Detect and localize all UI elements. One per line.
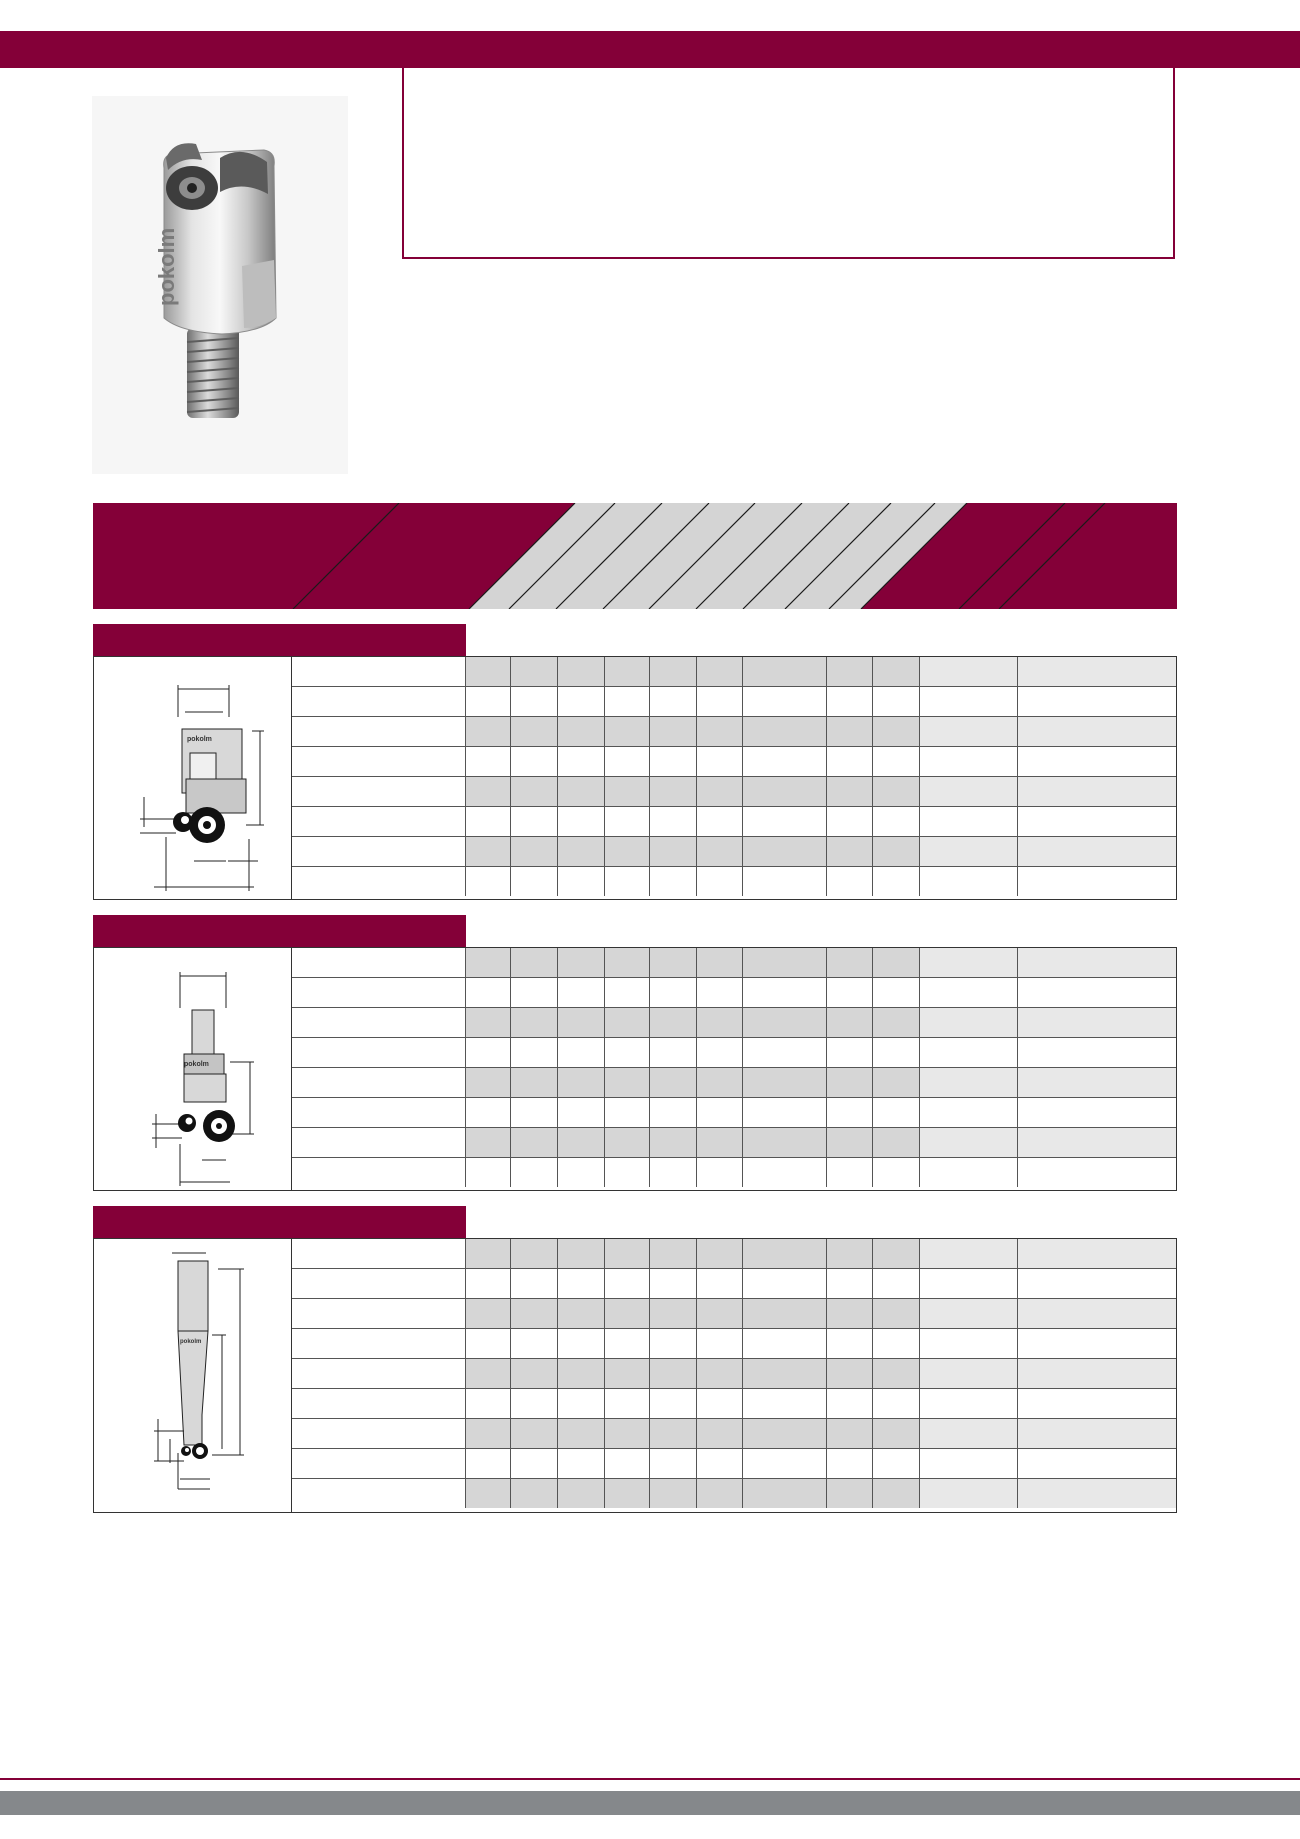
info-box [402, 68, 1175, 259]
table-row [292, 1479, 1176, 1509]
technical-drawing-2 [94, 948, 292, 1190]
table-row [292, 1098, 1176, 1128]
table-row [292, 1158, 1176, 1188]
product-photo [92, 96, 348, 474]
drawing-logo-2: pokolm [184, 1061, 209, 1068]
table-row [292, 1128, 1176, 1158]
table-row [292, 948, 1176, 978]
table-row [292, 1329, 1176, 1359]
top-brand-bar [0, 31, 1300, 68]
drawing-logo-3: pokolm [180, 1339, 202, 1345]
section-body-1 [93, 656, 1177, 900]
table-row [292, 1449, 1176, 1479]
milling-cutter-image [92, 96, 348, 474]
table-row [292, 717, 1176, 747]
table-row [292, 777, 1176, 807]
table-row [292, 1419, 1176, 1449]
table-row [292, 837, 1176, 867]
footer-rule [0, 1778, 1300, 1780]
table-row [292, 1239, 1176, 1269]
data-table-3 [292, 1239, 1176, 1508]
table-row [292, 1359, 1176, 1389]
table-row [292, 747, 1176, 777]
section-tab-3 [93, 1206, 466, 1238]
table-header-band [93, 503, 1177, 609]
table-row [292, 978, 1176, 1008]
data-table-1 [292, 657, 1176, 896]
product-logo: pokolm [154, 227, 179, 306]
table-row [292, 1389, 1176, 1419]
section-body-3 [93, 1238, 1177, 1513]
table-row [292, 1008, 1176, 1038]
table-row [292, 1269, 1176, 1299]
section-tab-1 [93, 624, 466, 656]
section-tab-2 [93, 915, 466, 947]
table-row [292, 867, 1176, 897]
technical-drawing-3 [94, 1239, 292, 1512]
table-row [292, 807, 1176, 837]
data-table-2 [292, 948, 1176, 1187]
table-row [292, 687, 1176, 717]
table-row [292, 1299, 1176, 1329]
footer-bar [0, 1791, 1300, 1815]
technical-drawing-1 [94, 657, 292, 899]
table-row [292, 657, 1176, 687]
table-row [292, 1068, 1176, 1098]
drawing-logo-1: pokolm [187, 736, 212, 743]
section-body-2 [93, 947, 1177, 1191]
table-row [292, 1038, 1176, 1068]
